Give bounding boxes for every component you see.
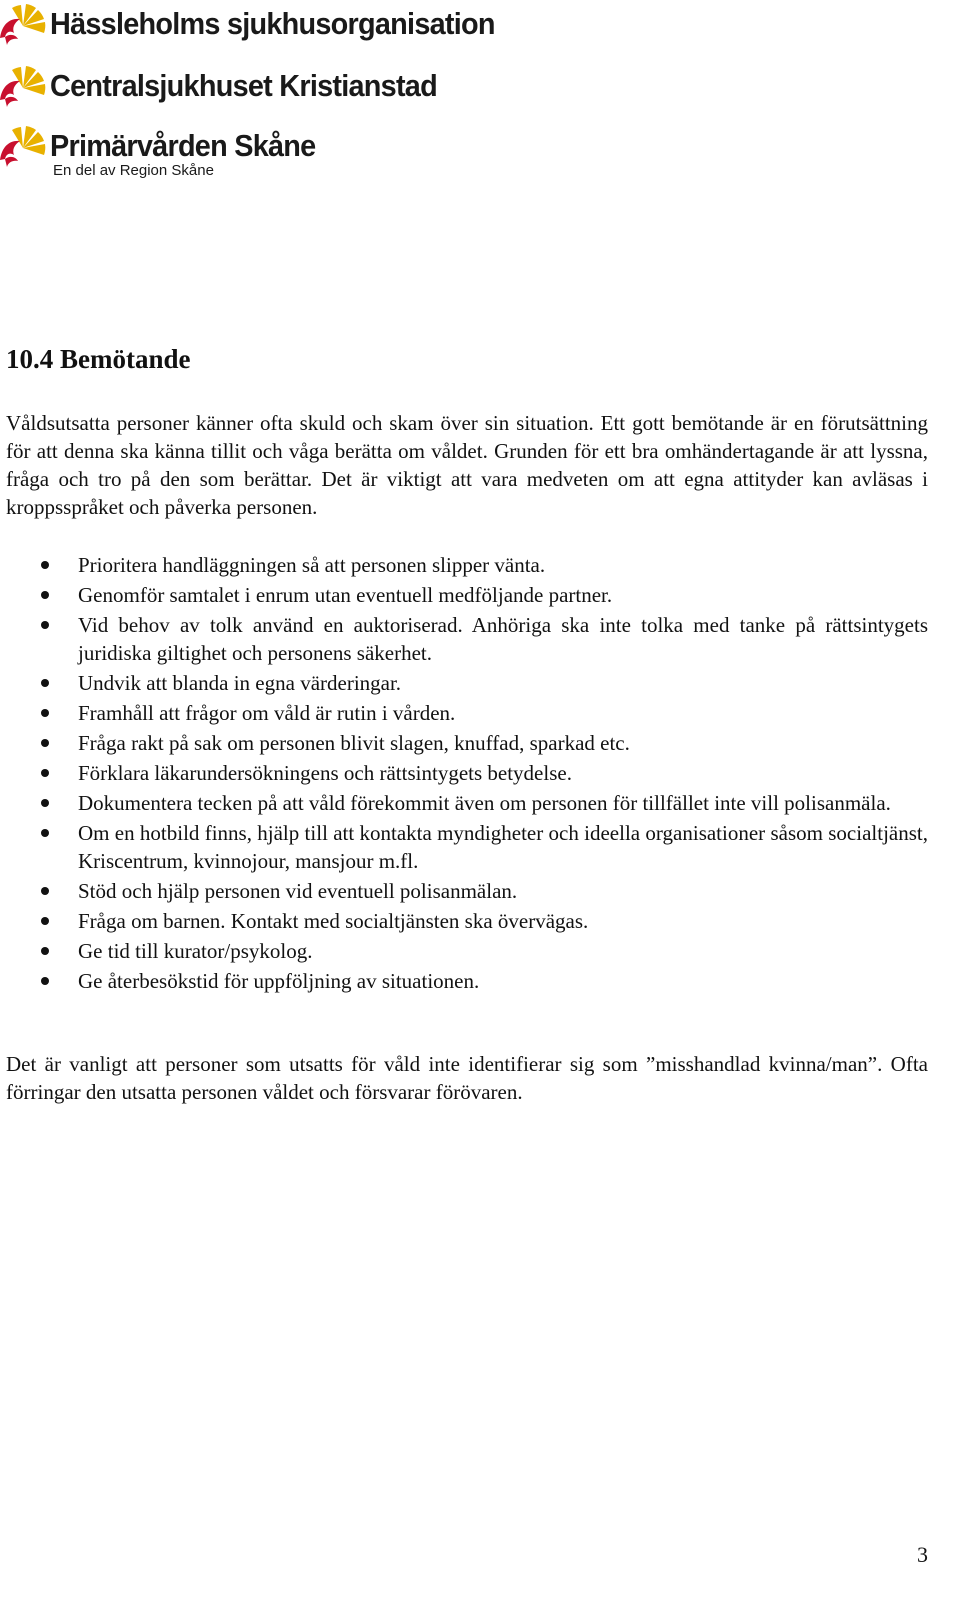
list-item-text: Fråga rakt på sak om personen blivit slagen, knuffad, sparkad etc.	[78, 731, 630, 755]
list-item-text: Ge återbesökstid för uppföljning av situationen.	[78, 969, 480, 993]
list-item-text: Undvik att blanda in egna värderingar.	[78, 671, 402, 695]
section-heading: 10.4 Bemötande	[6, 344, 191, 374]
list-item	[0, 611, 928, 667]
bullet-icon	[41, 799, 49, 807]
logo-subtitle: En del av Region Skåne	[53, 162, 214, 179]
list-item-text: Prioritera handläggningen så att personen slipper vänta.	[78, 553, 546, 577]
list-item-text: Genomför samtalet i enrum utan eventuell medföljande partner.	[78, 583, 613, 607]
closing-paragraph: Det är vanligt att personer som utsatts för våld inte identifierar sig som ”misshandlad kvinna/man”. Ofta förringar den utsatta personen våldet och försvarar förövaren.	[6, 1052, 928, 1104]
bullet-icon	[41, 769, 49, 777]
list-item-text: Förklara läkarundersökningens och rättsintygets betydelse.	[78, 761, 572, 785]
region-skane-griffin-icon	[0, 124, 46, 168]
bullet-icon	[41, 947, 49, 955]
list-item	[0, 699, 928, 727]
list-item	[0, 937, 928, 965]
list-item	[0, 729, 928, 757]
list-item	[0, 819, 928, 875]
list-item	[0, 759, 928, 787]
list-item-text: Vid behov av tolk använd en auktoriserad. Anhöriga ska inte tolka med tanke på rättsintygets juridiska giltighet och personens säkerhet.	[78, 613, 928, 665]
list-item	[0, 967, 928, 995]
intro-paragraph: Våldsutsatta personer känner ofta skuld och skam över sin situation. Ett gott bemötande är en förutsättning för att denna ska känna tillit och våga berätta om våldet. Grunden för ett bra omhändertagande är att lyssna, fråga och tro på den som berättar. Det är viktigt att vara medveten om att egna attityder kan avläsas i kroppsspråket och påverka personen.	[6, 411, 928, 519]
list-item	[0, 551, 928, 579]
list-item	[0, 877, 928, 905]
list-item-text: Framhåll att frågor om våld är rutin i vården.	[78, 701, 456, 725]
logo-hassleholm	[0, 2, 528, 46]
list-item	[0, 789, 928, 817]
bullet-icon	[41, 679, 49, 687]
list-item-text: Dokumentera tecken på att våld förekommit även om personen för tillfället inte vill polisanmäla.	[78, 791, 891, 815]
logo-name: Hässleholms sjukhusorganisation	[50, 6, 495, 41]
bullet-list	[0, 551, 928, 997]
bullet-icon	[41, 739, 49, 747]
bullet-icon	[41, 561, 49, 569]
region-skane-griffin-icon	[0, 64, 46, 108]
list-item-text: Stöd och hjälp personen vid eventuell polisanmälan.	[78, 879, 518, 903]
bullet-icon	[41, 917, 49, 925]
bullet-icon	[41, 977, 49, 985]
list-item-text: Ge tid till kurator/psykolog.	[78, 939, 313, 963]
list-item-text: Om en hotbild finns, hjälp till att kontakta myndigheter och ideella organisationer såsom socialtjänst, Kriscentrum, kvinnojour, mansjour m.fl.	[78, 821, 928, 873]
bullet-icon	[41, 621, 49, 629]
bullet-icon	[41, 829, 49, 837]
list-item	[0, 669, 928, 697]
logo-kristianstad	[0, 64, 466, 108]
bullet-icon	[41, 709, 49, 717]
region-skane-griffin-icon	[0, 2, 46, 46]
logo-name: Primärvården Skåne	[50, 128, 316, 163]
logo-name: Centralsjukhuset Kristianstad	[50, 68, 437, 103]
list-item-text: Fråga om barnen. Kontakt med socialtjänsten ska övervägas.	[78, 909, 589, 933]
list-item	[0, 907, 928, 935]
list-item	[0, 581, 928, 609]
bullet-icon	[41, 591, 49, 599]
page-number: 3	[917, 1542, 928, 1567]
bullet-icon	[41, 887, 49, 895]
